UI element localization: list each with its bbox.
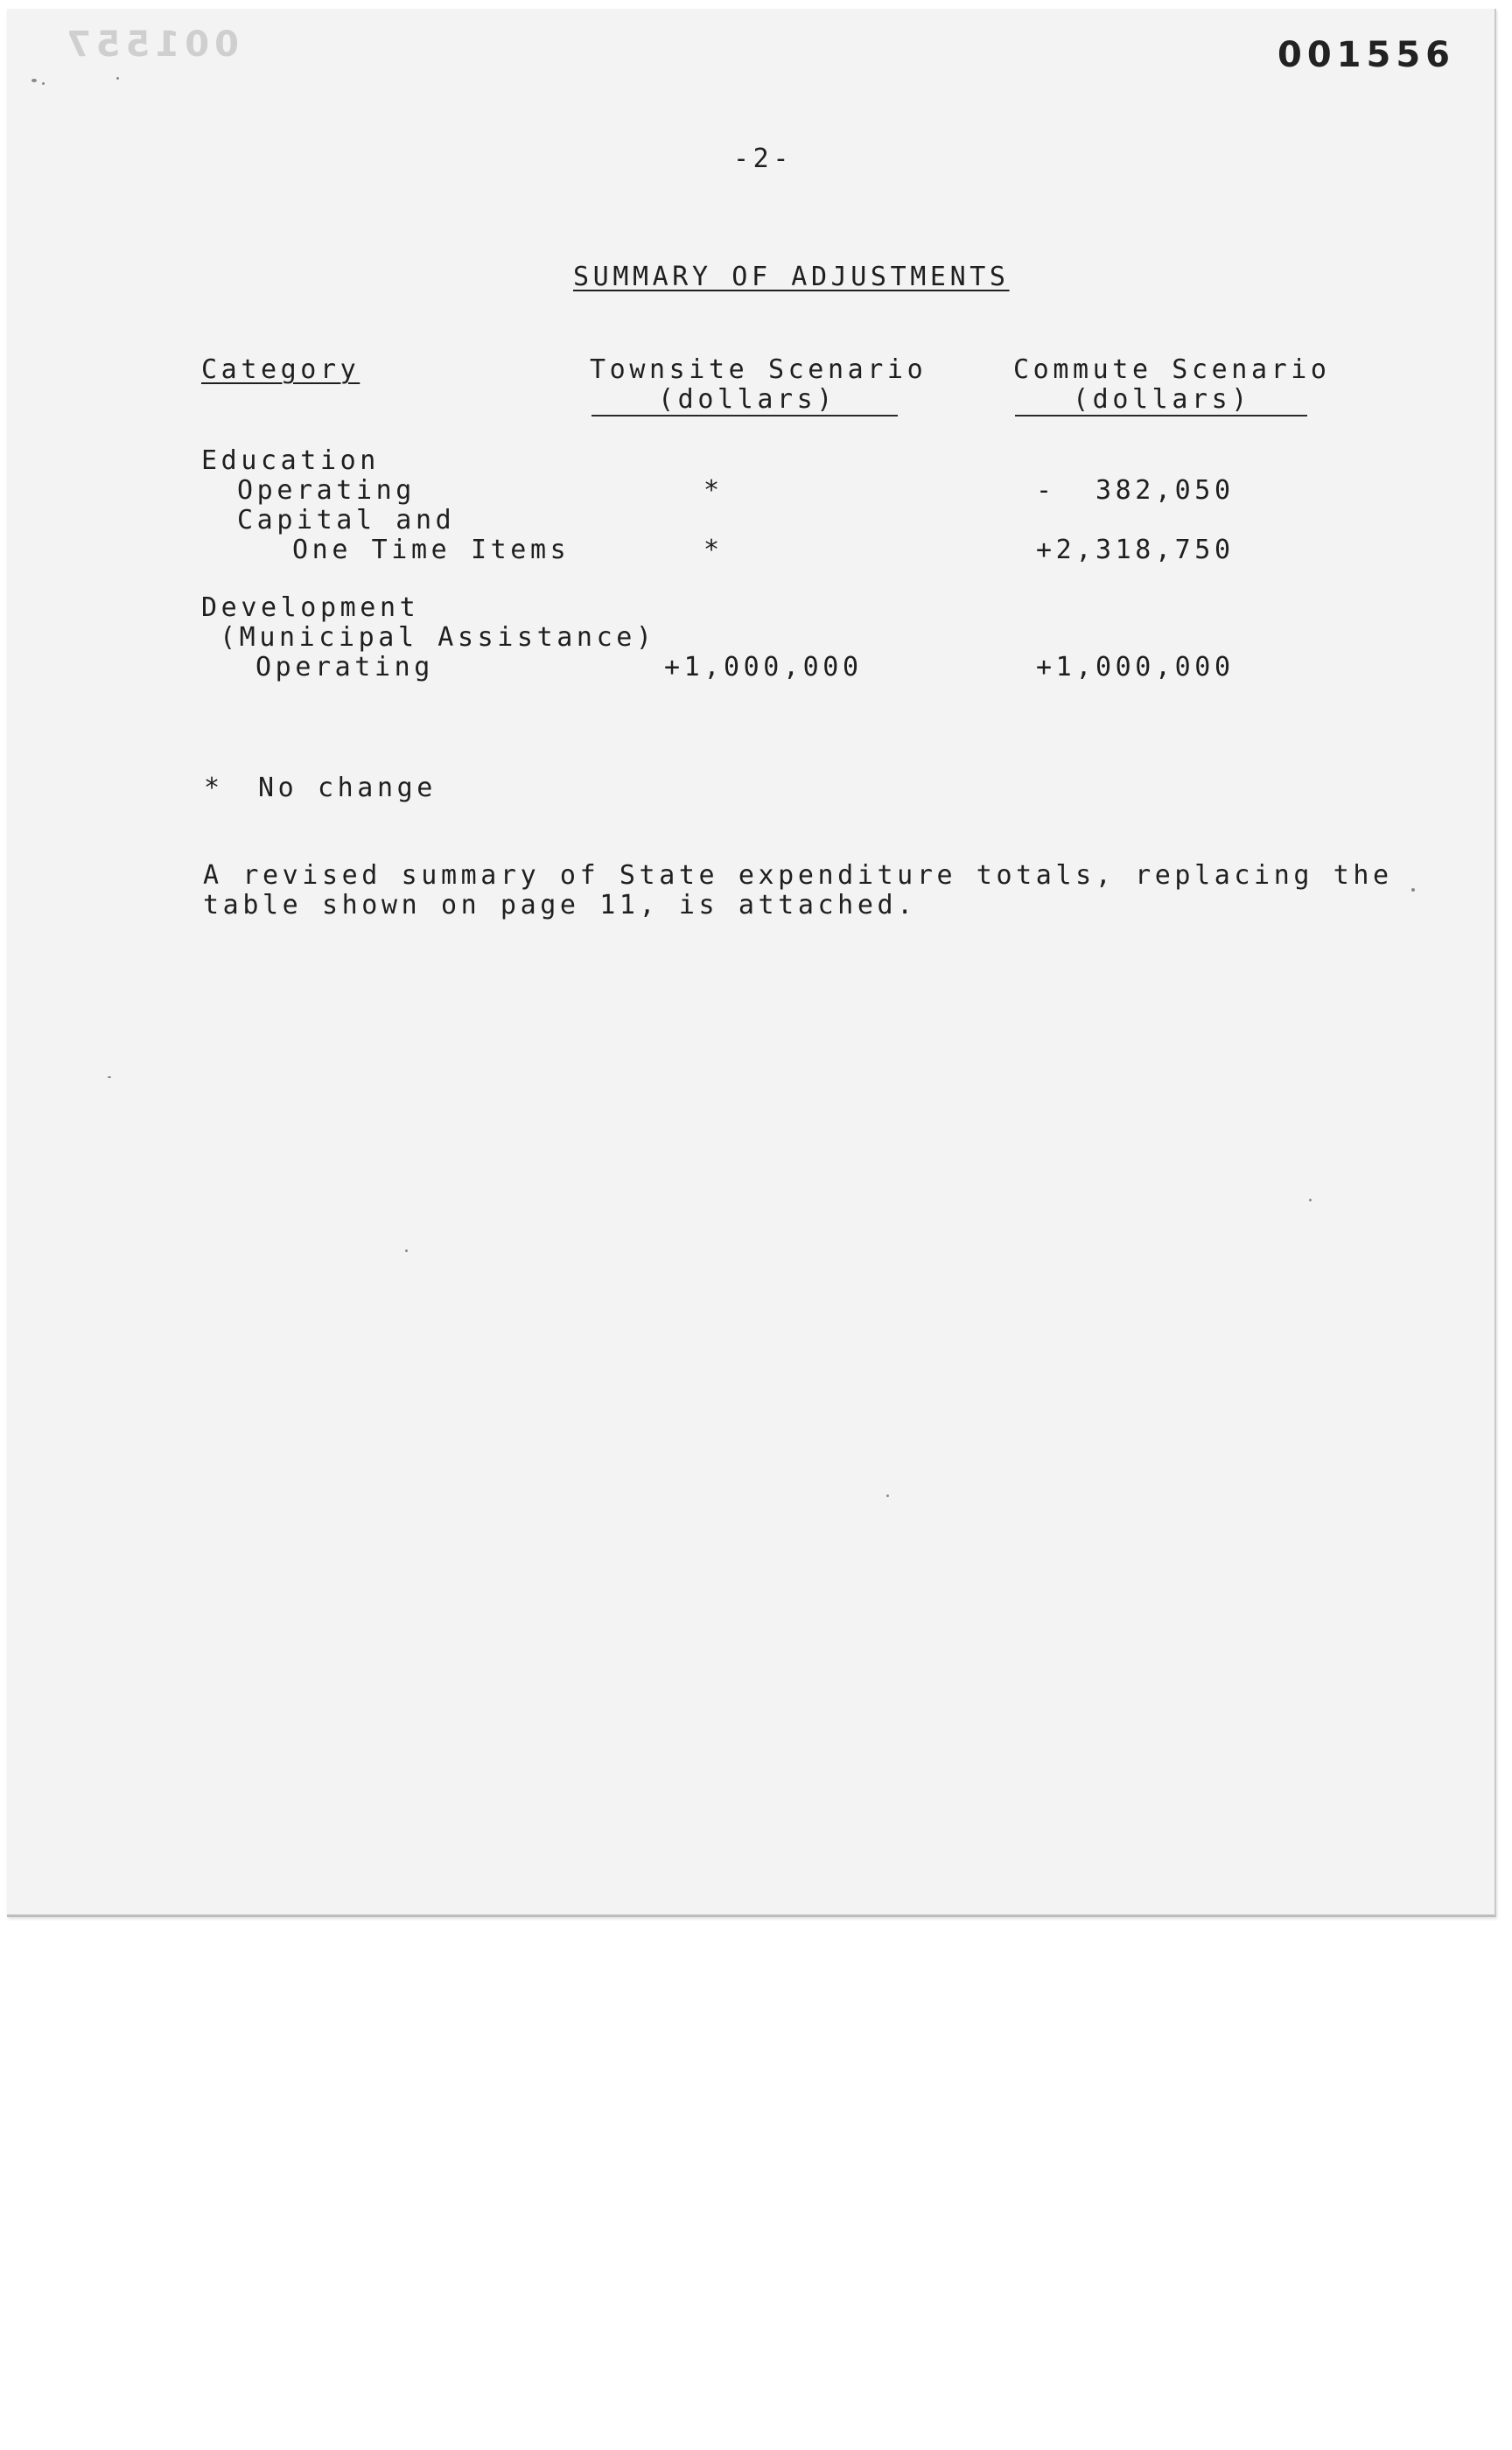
townsite-header-underline (592, 415, 898, 416)
ghost-document-stamp: 001557 (61, 24, 239, 65)
document-page (7, 9, 1496, 1917)
commute-header-unit: (dollars) (1073, 384, 1251, 415)
scan-speck (405, 1250, 408, 1252)
row-label-one-time-items: One Time Items (292, 535, 570, 565)
note-line-2: table shown on page 11, is attached. (203, 890, 917, 920)
townsite-value-one-time-items: * (704, 535, 724, 565)
commute-header-label: Commute Scenario (1013, 354, 1331, 385)
scan-speck (1411, 888, 1415, 892)
row-label-development: Development (201, 592, 420, 623)
scan-speck (108, 1076, 111, 1078)
footnote-text: No change (258, 773, 437, 803)
page-title: SUMMARY OF ADJUSTMENTS (573, 262, 1010, 292)
document-id-stamp: 001556 (1278, 35, 1455, 75)
category-column-header: Category (201, 354, 360, 385)
row-label-education-operating: Operating (237, 475, 416, 506)
row-label-development-operating: Operating (256, 652, 434, 682)
row-label-education: Education (201, 445, 380, 476)
townsite-value-education-operating: * (704, 475, 724, 506)
row-label-municipal-assistance: (Municipal Assistance) (220, 622, 656, 653)
commute-value-development-operating: +1,000,000 (1036, 652, 1235, 682)
commute-header-underline (1015, 415, 1307, 416)
townsite-header-label: Townsite Scenario (590, 354, 928, 385)
commute-value-education-operating: - 382,050 (1036, 475, 1235, 506)
scan-speck (1309, 1199, 1312, 1201)
page-number: -2- (733, 144, 793, 174)
footnote-marker: * (204, 773, 224, 803)
commute-value-one-time-items: +2,318,750 (1036, 535, 1235, 565)
row-label-capital: Capital and (237, 505, 456, 536)
townsite-header-unit: (dollars) (658, 384, 836, 415)
townsite-column-header (590, 354, 928, 415)
scan-speck (32, 79, 37, 82)
commute-column-header (1013, 354, 1331, 415)
scan-speck (116, 77, 119, 80)
townsite-value-development-operating: +1,000,000 (664, 652, 863, 682)
note-line-1: A revised summary of State expenditure totals, replacing the (203, 860, 1393, 891)
scan-speck (886, 1494, 889, 1497)
scan-speck (42, 82, 45, 85)
